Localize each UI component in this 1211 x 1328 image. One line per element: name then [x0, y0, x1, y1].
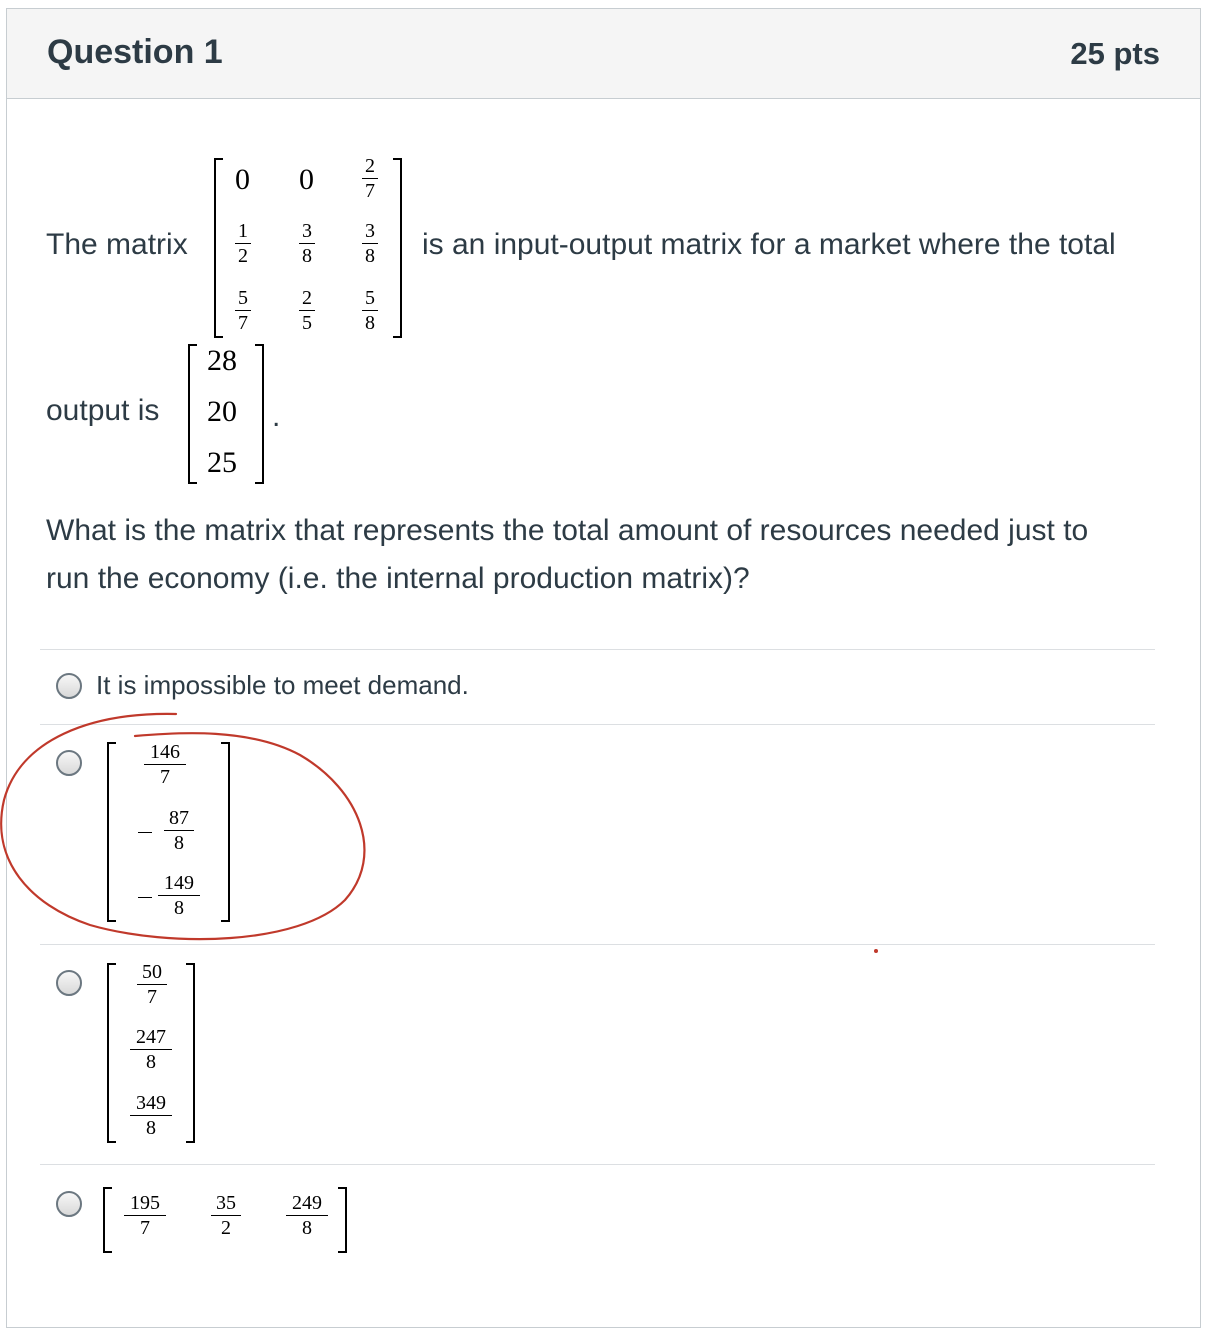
option-4-right-bracket	[338, 1187, 347, 1253]
option-3-radio[interactable]	[56, 970, 82, 996]
option-2-left-bracket	[107, 742, 116, 922]
option-3-entry	[130, 1092, 172, 1139]
denominator: 2	[238, 245, 248, 267]
denominator: 5	[302, 312, 312, 334]
numerator: 247	[136, 1026, 166, 1048]
matrix-a-cell: 0	[235, 163, 250, 196]
prompt-mid: is an input-output matrix for a market where the total	[422, 228, 1116, 261]
denominator: 2	[221, 1217, 231, 1239]
output-left-bracket	[188, 344, 197, 484]
option-4-radio[interactable]	[56, 1191, 82, 1217]
denominator: 8	[302, 245, 312, 267]
option-2-entry	[158, 872, 200, 919]
option-3-entry	[130, 1026, 172, 1073]
matrix-a-fraction	[362, 155, 378, 202]
question-header	[7, 9, 1200, 99]
matrix-a-fraction	[235, 220, 251, 267]
denominator: 8	[365, 312, 375, 334]
option-divider	[40, 1164, 1155, 1165]
matrix-a-cell: 0	[299, 163, 314, 196]
denominator: 7	[140, 1217, 150, 1239]
numerator: 2	[302, 287, 312, 309]
matrix-a-fraction	[299, 287, 315, 334]
output-lead: output is	[46, 394, 160, 427]
minus-sign	[138, 832, 152, 833]
denominator: 7	[160, 766, 170, 788]
option-2-right-bracket	[221, 742, 230, 922]
numerator: 195	[130, 1192, 160, 1214]
numerator: 5	[238, 287, 248, 309]
matrix-a-fraction	[235, 287, 251, 334]
matrix-a-fraction	[299, 220, 315, 267]
option-2-entry	[144, 741, 186, 788]
denominator: 7	[147, 986, 157, 1008]
option-2-radio[interactable]	[56, 750, 82, 776]
question-title: Question 1	[47, 33, 223, 71]
numerator: 149	[164, 872, 194, 894]
denominator: 8	[174, 897, 184, 919]
numerator: 1	[238, 220, 248, 242]
question-points: 25 pts	[1070, 36, 1160, 71]
denominator: 8	[302, 1217, 312, 1239]
denominator: 7	[238, 312, 248, 334]
numerator: 3	[302, 220, 312, 242]
numerator: 35	[216, 1192, 236, 1214]
output-period: .	[272, 400, 281, 433]
matrix-a-right-bracket	[393, 158, 402, 338]
denominator: 8	[365, 245, 375, 267]
numerator: 87	[169, 807, 189, 829]
numerator: 146	[150, 741, 180, 763]
option-4-left-bracket	[103, 1187, 112, 1253]
option-divider	[40, 944, 1155, 945]
denominator: 8	[146, 1051, 156, 1073]
option-4-entry	[211, 1192, 241, 1239]
numerator: 3	[365, 220, 375, 242]
option-3-left-bracket	[107, 963, 116, 1143]
option-4-entry	[286, 1192, 328, 1239]
output-entry: 28	[207, 344, 237, 377]
option-4-entry	[124, 1192, 166, 1239]
minus-sign	[138, 897, 152, 898]
question-text-line-1: What is the matrix that represents the total amount of resources needed just to	[46, 514, 1089, 547]
output-entry: 20	[207, 395, 237, 428]
denominator: 7	[365, 180, 375, 202]
numerator: 349	[136, 1092, 166, 1114]
numerator: 50	[142, 961, 162, 983]
option-divider	[40, 724, 1155, 725]
option-1-radio[interactable]	[56, 673, 82, 699]
output-right-bracket	[255, 344, 264, 484]
question-text-line-2: run the economy (i.e. the internal production matrix)?	[46, 562, 750, 595]
matrix-a-left-bracket	[214, 158, 223, 338]
denominator: 8	[146, 1117, 156, 1139]
numerator: 2	[365, 155, 375, 177]
output-entry: 25	[207, 446, 237, 479]
option-1-label: It is impossible to meet demand.	[96, 670, 469, 700]
option-divider	[40, 649, 1155, 650]
option-3-right-bracket	[186, 963, 195, 1143]
option-3-entry	[137, 961, 167, 1008]
option-2-entry	[164, 807, 194, 854]
matrix-a-fraction	[362, 220, 378, 267]
prompt-lead: The matrix	[46, 228, 188, 261]
numerator: 5	[365, 287, 375, 309]
matrix-a-fraction	[362, 287, 378, 334]
numerator: 249	[292, 1192, 322, 1214]
denominator: 8	[174, 832, 184, 854]
